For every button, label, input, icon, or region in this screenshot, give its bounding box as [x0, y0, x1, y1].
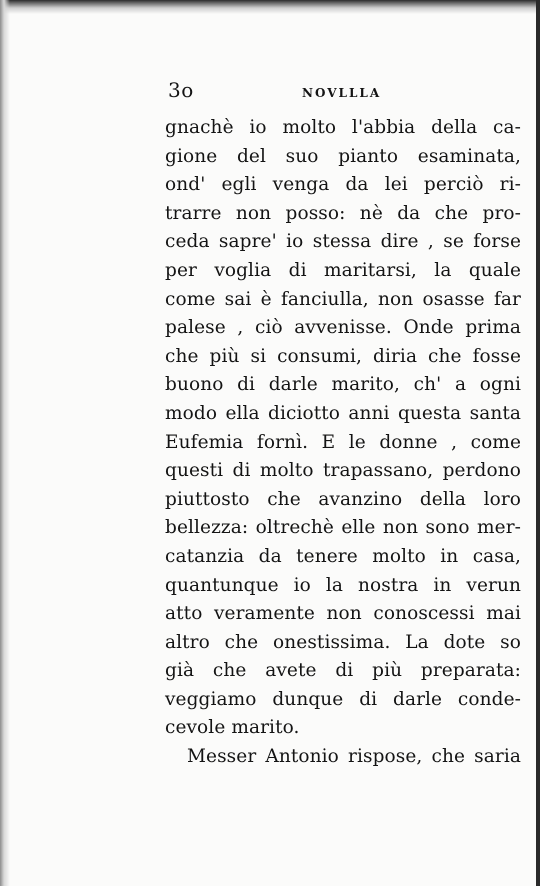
text-line-17: quantunque io la nostra in verun [165, 574, 521, 596]
text-line-4: trarre non posso: nè da che pro- [165, 202, 521, 224]
text-line-10: buono di darle marito, ch' a ogni [165, 374, 521, 396]
page-top-edge-shadow [0, 0, 540, 14]
body-text [165, 114, 521, 772]
text-line-6: per voglia di maritarsi, la quale [165, 259, 521, 281]
text-line-21: veggiamo dunque di darle conde- [165, 688, 521, 710]
text-line-19: altro che onestissima. La dote so [165, 631, 521, 653]
text-line-2: gione del suo pianto esaminata, [165, 145, 521, 167]
text-line-22: cevole marito. [165, 717, 300, 739]
page-right-edge [536, 0, 540, 886]
text-line-13: questi di molto trapassano, perdono [165, 460, 521, 482]
text-line-12: Eufemia fornì. E le donne , come [165, 431, 521, 453]
text-line-9: che più si consumi, diria che fosse [165, 345, 521, 367]
text-line-23: Messer Antonio rispose, che saria [187, 746, 521, 768]
text-line-16: catanzia da tenere molto in casa, [165, 545, 521, 567]
text-line-18: atto veramente non conoscessi mai [165, 603, 521, 625]
text-line-14: piuttosto che avanzino della loro [165, 488, 521, 510]
page-left-edge-shadow [0, 0, 10, 886]
text-line-7: come sai è fanciulla, non osasse far [165, 288, 521, 310]
text-line-11: modo ella diciotto anni questa santa [165, 402, 521, 424]
page-number: 3o [168, 78, 194, 102]
text-line-15: bellezza: oltrechè elle non sono mer- [165, 517, 521, 539]
running-head: NOVLLLA [302, 86, 382, 100]
text-line-8: palese , ciò avvenisse. Onde prima [165, 317, 521, 339]
text-line-5: ceda sapre' io stessa dire , se forse [165, 231, 521, 253]
text-line-1: gnachè io molto l'abbia della ca- [165, 117, 521, 138]
text-line-20: già che avete di più preparata: [165, 660, 521, 682]
text-line-3: ond' egli venga da lei perciò ri- [165, 174, 521, 196]
